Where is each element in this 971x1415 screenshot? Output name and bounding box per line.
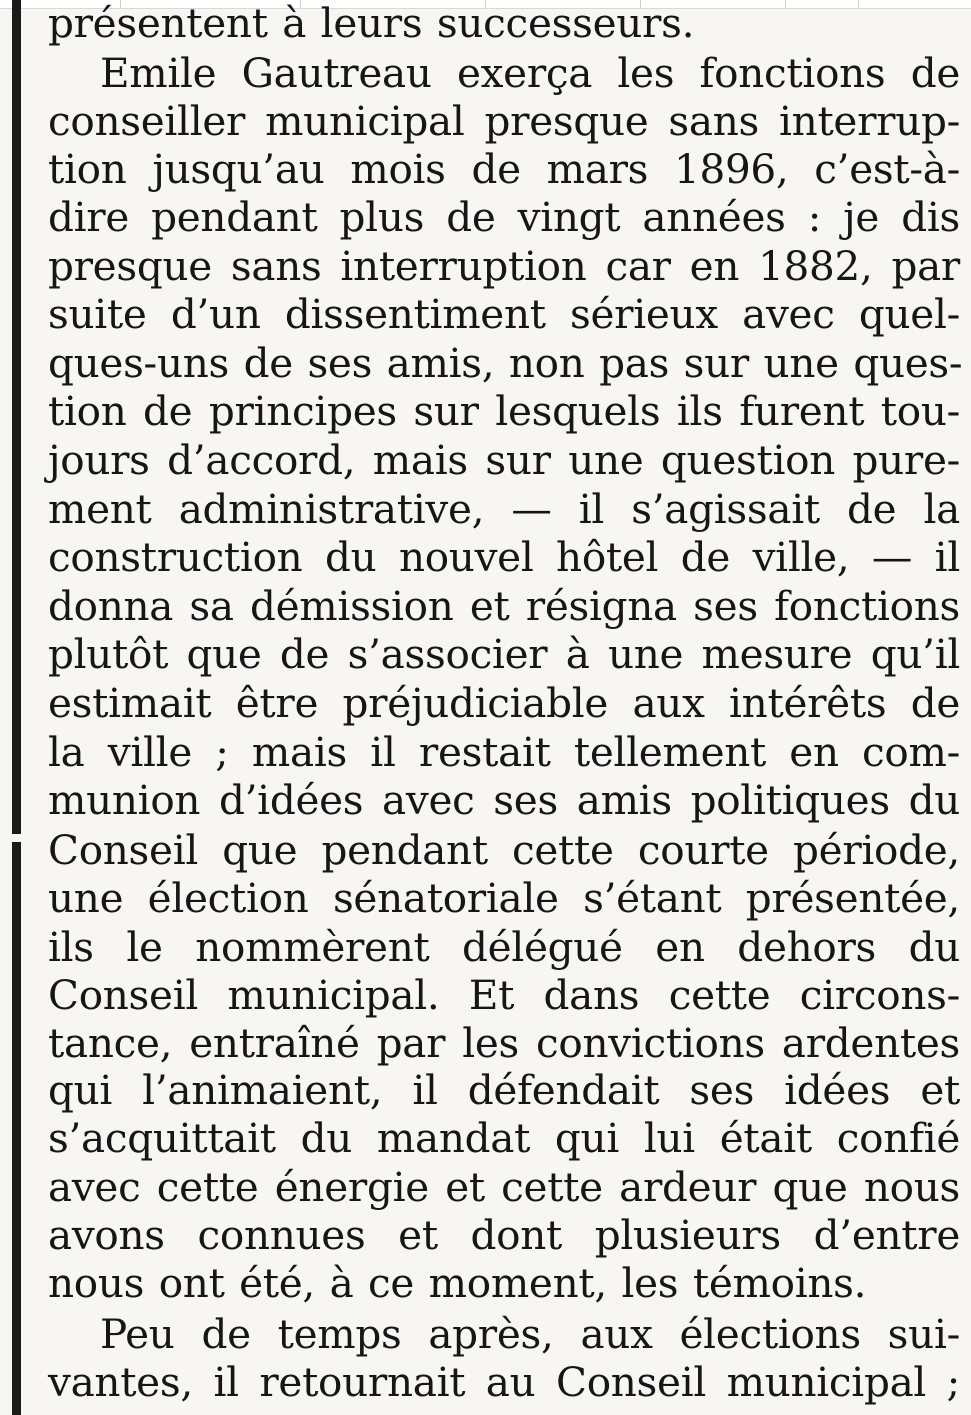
article-line: Peu de temps après, aux élections sui- [100, 1310, 960, 1358]
article-line: suite d’un dissentiment sérieux avec quel- [48, 290, 960, 338]
article-line: Conseil que pendant cette courte période, [48, 826, 960, 874]
article-line: munion d’idées avec ses amis politiques du [48, 776, 960, 824]
article-line: Emile Gautreau exerça les fonctions de [100, 49, 960, 97]
article-line: estimait être préjudiciable aux intérêts de [48, 679, 960, 727]
article-line: tion jusqu’au mois de mars 1896, c’est-à- [48, 145, 960, 193]
article-line: une élection sénatoriale s’étant présentée, [48, 874, 960, 922]
article-line: qui l’animaient, il défendait ses idées et [48, 1066, 960, 1114]
article-line: nous ont été, à ce moment, les témoins. [48, 1259, 867, 1307]
article-line: ques-uns de ses amis, non pas sur une ques- [48, 339, 963, 387]
article-line: dire pendant plus de vingt années : je dis [48, 193, 960, 241]
article-line: avec cette énergie et cette ardeur que nous [48, 1163, 960, 1211]
column-rule [12, 0, 21, 1415]
article-line: conseiller municipal presque sans interrup- [48, 97, 960, 145]
article-line: ils le nommèrent délégué en dehors du [48, 923, 960, 971]
column-rule-gap [12, 834, 21, 842]
article-line: tion de principes sur lesquels ils furent tou- [48, 387, 960, 435]
article-line: construction du nouvel hôtel de ville, — il [48, 533, 960, 581]
article-line: tance, entraîné par les convictions ardentes [48, 1019, 960, 1067]
article-line: Conseil municipal. Et dans cette circons- [48, 971, 960, 1019]
article-line: jours d’accord, mais sur une question pure- [48, 436, 960, 484]
article-line: presque sans interruption car en 1882, par [48, 242, 960, 290]
article-line: présentent à leurs successeurs. [48, 0, 695, 47]
article-line: donna sa démission et résigna ses fonctions [48, 582, 960, 630]
article-line: la ville ; mais il restait tellement en com- [48, 728, 960, 776]
article-line: plutôt que de s’associer à une mesure qu’il [48, 630, 960, 678]
article-line: avons connues et dont plusieurs d’entre [48, 1211, 960, 1259]
article-line: ment administrative, — il s’agissait de la [48, 485, 960, 533]
article-line: vantes, il retournait au Conseil municipal ; [48, 1358, 960, 1406]
article-line: s’acquittait du mandat qui lui était confié [48, 1114, 960, 1162]
